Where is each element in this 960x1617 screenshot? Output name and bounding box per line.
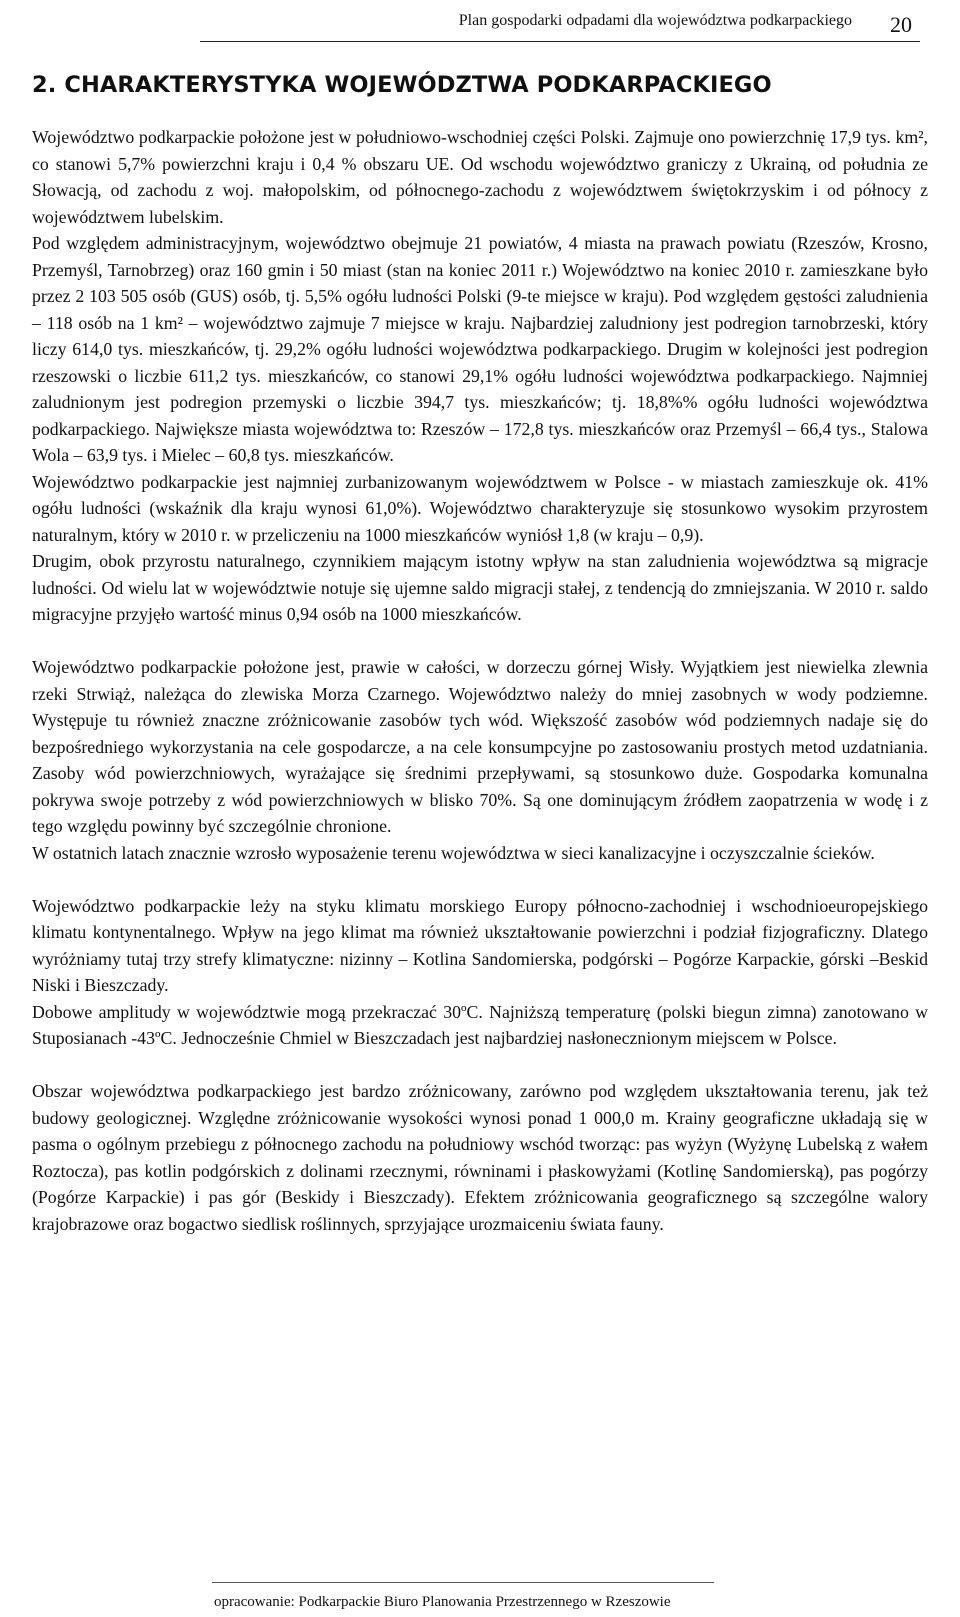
header-divider: [200, 41, 920, 42]
page-number: 20: [890, 12, 912, 37]
body-text: [32, 124, 928, 1237]
paragraph-climate: Województwo podkarpackie leży na styku klimatu morskiego Europy północno-zachodniej i wschodnioeuropejskiego klimatu kontynentalnego. Wpływ na jego klimat ma również ukształtowanie powierzchni i podział fizjograficzny. Dlatego wyróżniamy tutaj trzy strefy klimatyczne: nizinny – Kotlina Sandomierska, podgórski – Pogórze Karpackie, górski –Beskid Niski i Bieszczady.: [32, 895, 928, 995]
paragraph-sewage: W ostatnich latach znacznie wzrosło wyposażenie terenu województwa w sieci kanalizacyjne i oczyszczalnie ścieków.: [32, 842, 875, 863]
running-header-title: Plan gospodarki odpadami dla województwa podkarpackiego: [458, 12, 852, 29]
footer-divider: [212, 1582, 714, 1583]
paragraph-administration: Pod względem administracyjnym, województwo obejmuje 21 powiatów, 4 miasta na prawach powiatu (Rzeszów, Krosno, Przemyśl, Tarnobrzeg) oraz 160 gmin i 50 miast (stan na koniec 2011 r.) Województwo na koniec 2010 r. zamieszkane było przez 2 103 505 osób (GUS) osób, tj. 5,5% ogółu ludności Polski (9-te miejsce w kraju). Pod względem gęstości zaludnienia – 118 osób na 1 km² – województwo zajmuje 7 miejsce w kraju. Najbardziej zaludniony jest podregion tarnobrzeski, który liczy 614,0 tys. mieszkańców, tj. 29,2% ogółu ludności województwa podkarpackiego. Drugim w kolejności jest podregion rzeszowski o liczbie 611,2 tys. mieszkańców, co stanowi 29,1% ogółu ludności województwa podkarpackiego. Najmniej zaludnionym jest podregion przemyski o liczbie 394,7 tys. mieszkańców; tj. 18,8%% ogółu ludności województwa podkarpackiego. Największe miasta województwa to: Rzeszów – 172,8 tys. mieszkańców oraz Przemyśl – 66,4 tys., Stalowa Wola – 63,9 tys. i Mielec – 60,8 tys. mieszkańców.: [32, 233, 928, 465]
page-header: [200, 8, 920, 48]
paragraph-location: Województwo podkarpackie położone jest w południowo-wschodniej części Polski. Zajmuje ono powierzchnię 17,9 tys. km², co stanowi 5,7% powierzchni kraju i 0,4 % obszaru UE. Od wschodu województwo graniczy z Ukrainą, od południa ze Słowacją, od zachodu z woj. małopolskim, od północnego-zachodu z województwem świętokrzyskim i od północy z województwem lubelskim.: [32, 127, 928, 227]
paragraph-water-resources: Województwo podkarpackie położone jest, prawie w całości, w dorzeczu górnej Wisły. Wyjątkiem jest niewielka zlewnia rzeki Strwiąż, należąca do zlewiska Morza Czarnego. Województwo należy do mniej zasobnych w wody podziemne. Występuje tu również znaczne zróżnicowanie zasobów tych wód. Większość zasobów wód podziemnych nadaje się do bezpośredniego wykorzystania na cele gospodarcze, a na cele konsumpcyjne po zastosowaniu prostych metod uzdatniania. Zasoby wód powierzchniowych, wyrażające się średnimi przepływami, są stosunkowo duże. Gospodarka komunalna pokrywa swoje potrzeby z wód powierzchniowych w blisko 70%. Są one dominującym źródłem zaopatrzenia w wodę i z tego względu powinny być szczególnie chronione.: [32, 657, 928, 836]
footer-text: opracowanie: Podkarpackie Biuro Planowania Przestrzennego w Rzeszowie: [214, 1594, 671, 1610]
paragraph-migration: Drugim, obok przyrostu naturalnego, czynnikiem mającym istotny wpływ na stan zaludnienia województwa są migracje ludności. Od wielu lat w województwie notuje się ujemne saldo migracji stałej, z tendencją do zmniejszania. W 2010 r. saldo migracyjne przyjęło wartość minus 0,94 osób na 1000 mieszkańców.: [32, 551, 928, 624]
paragraph-urbanization: Województwo podkarpackie jest najmniej zurbanizowanym województwem w Polsce - w miastach zamieszkuje ok. 41% ogółu ludności (wskaźnik dla kraju wynosi 61,0%). Województwo charakteryzuje się stosunkowo wysokim przyrostem naturalnym, który w 2010 r. w przeliczeniu na 1000 mieszkańców wyniósł 1,8 (w kraju – 0,9).: [32, 471, 928, 545]
paragraph-terrain: Obszar województwa podkarpackiego jest bardzo zróżnicowany, zarówno pod względem ukształtowania terenu, jak też budowy geologicznej. Względne zróżnicowanie wysokości wynosi ponad 1 000,0 m. Krainy geograficzne układają się w pasma o ogólnym przebiegu z północnego zachodu na południowy wschód tworząc: pas wyżyn (Wyżynę Lubelską z wałem Roztocza), pas kotlin podgórskich z dolinami rzecznymi, równinami i płaskowyżami (Kotlinę Sandomierską), pas pogórzy (Pogórze Karpackie) i pas gór (Beskidy i Bieszczady). Efektem zróżnicowania geograficznego są szczególne walory krajobrazowe oraz bogactwo siedlisk roślinnych, sprzyjające urozmaiceniu świata fauny.: [32, 1081, 928, 1234]
paragraph-temperature: Dobowe amplitudy w województwie mogą przekraczać 30ºC. Najniższą temperaturę (polski biegun zimna) zanotowano w Stuposianach -43ºC. Jednocześnie Chmiel w Bieszczadach jest najbardziej nasłonecznionym miejscem w Polsce.: [32, 1001, 928, 1048]
section-heading: 2. CHARAKTERYSTYKA WOJEWÓDZTWA PODKARPACKIEGO: [32, 72, 772, 98]
